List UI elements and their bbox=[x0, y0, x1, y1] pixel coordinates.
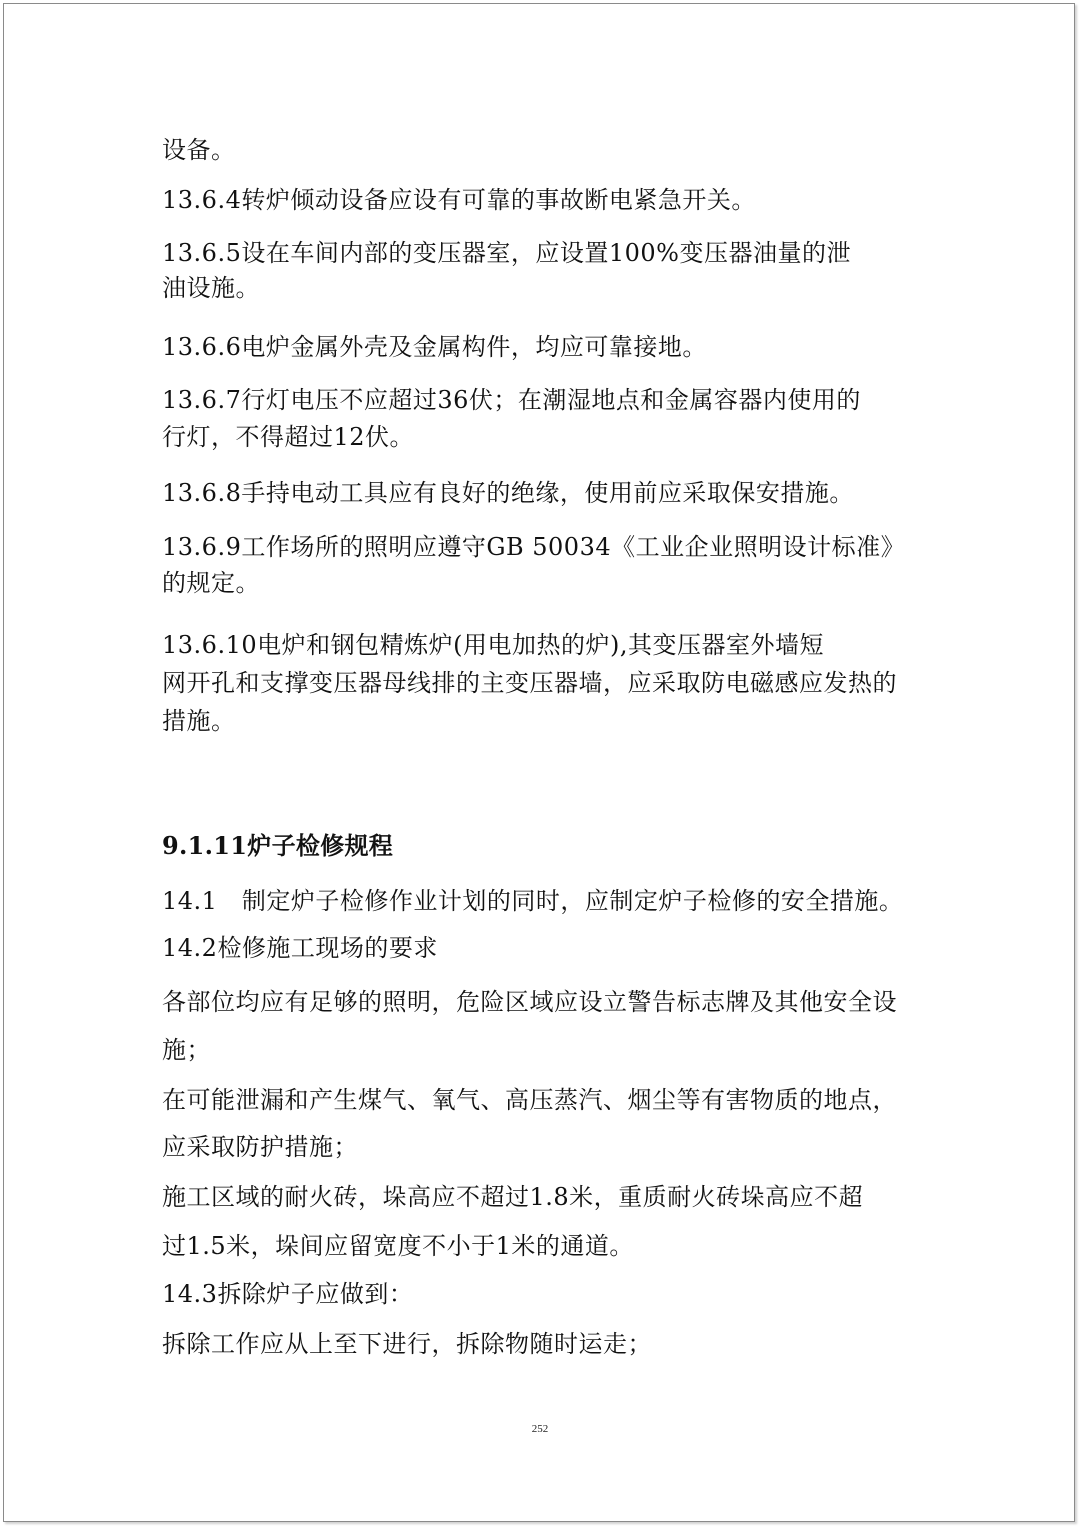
text-line: 的规定。 bbox=[162, 569, 260, 597]
text-line: 各部位均应有足够的照明，危险区域应设立警告标志牌及其他安全设 bbox=[162, 988, 897, 1016]
text-line: 措施。 bbox=[162, 707, 236, 735]
page-number: 252 bbox=[531, 1423, 549, 1435]
text-line: 13.6.4转炉倾动设备应设有可靠的事故断电紧急开关。 bbox=[162, 186, 756, 214]
text-line: 网开孔和支撑变压器母线排的主变压器墙，应采取防电磁感应发热的 bbox=[162, 669, 897, 697]
text-line: 13.6.6电炉金属外壳及金属构件，均应可靠接地。 bbox=[162, 333, 707, 361]
text-line: 13.6.8手持电动工具应有良好的绝缘，使用前应采取保安措施。 bbox=[162, 479, 854, 507]
text-line: 拆除工作应从上至下进行，拆除物随时运走； bbox=[162, 1330, 652, 1358]
text-line: 13.6.7行灯电压不应超过36伏；在潮湿地点和金属容器内使用的 bbox=[162, 386, 861, 414]
text-line: 施； bbox=[162, 1036, 211, 1064]
text-line: 行灯，不得超过12伏。 bbox=[162, 423, 415, 451]
text-line: 14.2检修施工现场的要求 bbox=[162, 934, 438, 962]
text-line: 油设施。 bbox=[162, 274, 260, 302]
section-heading: 9.1.11炉子检修规程 bbox=[162, 831, 394, 860]
text-line: 14.1 制定炉子检修作业计划的同时，应制定炉子检修的安全措施。 bbox=[162, 887, 904, 915]
text-line: 设备。 bbox=[162, 136, 236, 164]
text-line: 13.6.5设在车间内部的变压器室，应设置100%变压器油量的泄 bbox=[162, 239, 851, 267]
text-line: 应采取防护措施； bbox=[162, 1133, 358, 1161]
text-line: 施工区域的耐火砖，垛高应不超过1.8米，重质耐火砖垛高应不超 bbox=[162, 1183, 864, 1211]
text-line: 在可能泄漏和产生煤气、氧气、高压蒸汽、烟尘等有害物质的地点， bbox=[162, 1086, 897, 1114]
text-line: 过1.5米，垛间应留宽度不小于1米的通道。 bbox=[162, 1232, 634, 1260]
text-line: 14.3拆除炉子应做到： bbox=[162, 1280, 414, 1308]
text-line: 13.6.10电炉和钢包精炼炉(用电加热的炉),其变压器室外墙短 bbox=[162, 631, 824, 659]
text-line: 13.6.9工作场所的照明应遵守GB 50034《工业企业照明设计标准》 bbox=[162, 533, 906, 561]
